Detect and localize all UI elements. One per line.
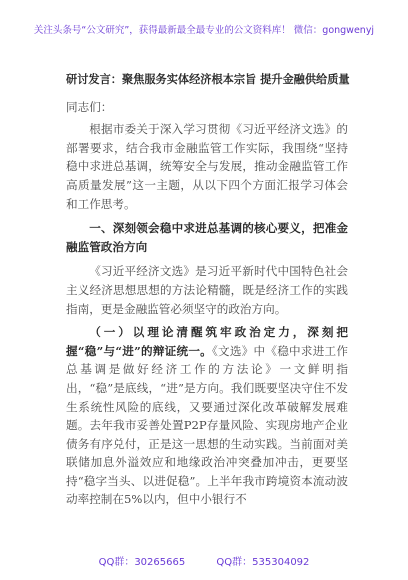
section-heading-1: 一、深刻领会稳中求进总基调的核心要义，把准金融监管政治方向 bbox=[66, 221, 348, 254]
subsection-1-heading: （一）以理论清醒筑牢政治定力，深刻把握“稳”与“进”的辩证统一。 bbox=[66, 325, 348, 358]
greeting: 同志们： bbox=[66, 99, 113, 114]
document-title: 研讨发言：聚焦服务实体经济根本宗旨 提升金融供给质量 bbox=[66, 72, 350, 86]
intro-paragraph: 根据市委关于深入学习贯彻《习近平经济文选》的部署要求，结合我市金融监管工作实际，我围绕“坚持稳中求进总基调，统筹安全与发展，推动金融监管工作高质量发展”这一主题，从以下四个方面汇报学习体会和工作思考。 bbox=[66, 122, 348, 211]
promo-banner: 关注头条号“公文研究”，获得最新最全最专业的公文资料库！ 微信：gongwenyj bbox=[33, 25, 375, 36]
footer-qq-group-2: QQ群：535304092 bbox=[216, 557, 310, 568]
document-body bbox=[66, 70, 348, 509]
footer-qq-group-1: QQ群：30265665 bbox=[98, 557, 186, 568]
section-1-paragraph: 《习近平经济文选》是习近平新时代中国特色社会主义经济思想思想的方法论精髓，既是经济工作的实践指南，更是金融监管必须坚守的政治方向。 bbox=[66, 264, 348, 316]
footer bbox=[0, 553, 408, 568]
subsection-1-text: 《文选》中《稳中求进工作总基调是做好经济工作的方法论》一文鲜明指出，“稳”是底线，“进”是方向。我们既要坚决守住不发生系统性风险的底线，又要通过深化改革破解发展难题。去年我市妥善处置P2P存量风险、实现房地产企业债务有序兑付，正是这一思想的生动实践。当前面对美联储加息外溢效应和地缘政治冲突叠加冲击，更要坚持“稳字当头、以进促稳”。上半年我市跨境资本流动波动率控制在5%以内，但中小银行不 bbox=[66, 343, 348, 507]
subsection-1-paragraph bbox=[66, 323, 348, 509]
